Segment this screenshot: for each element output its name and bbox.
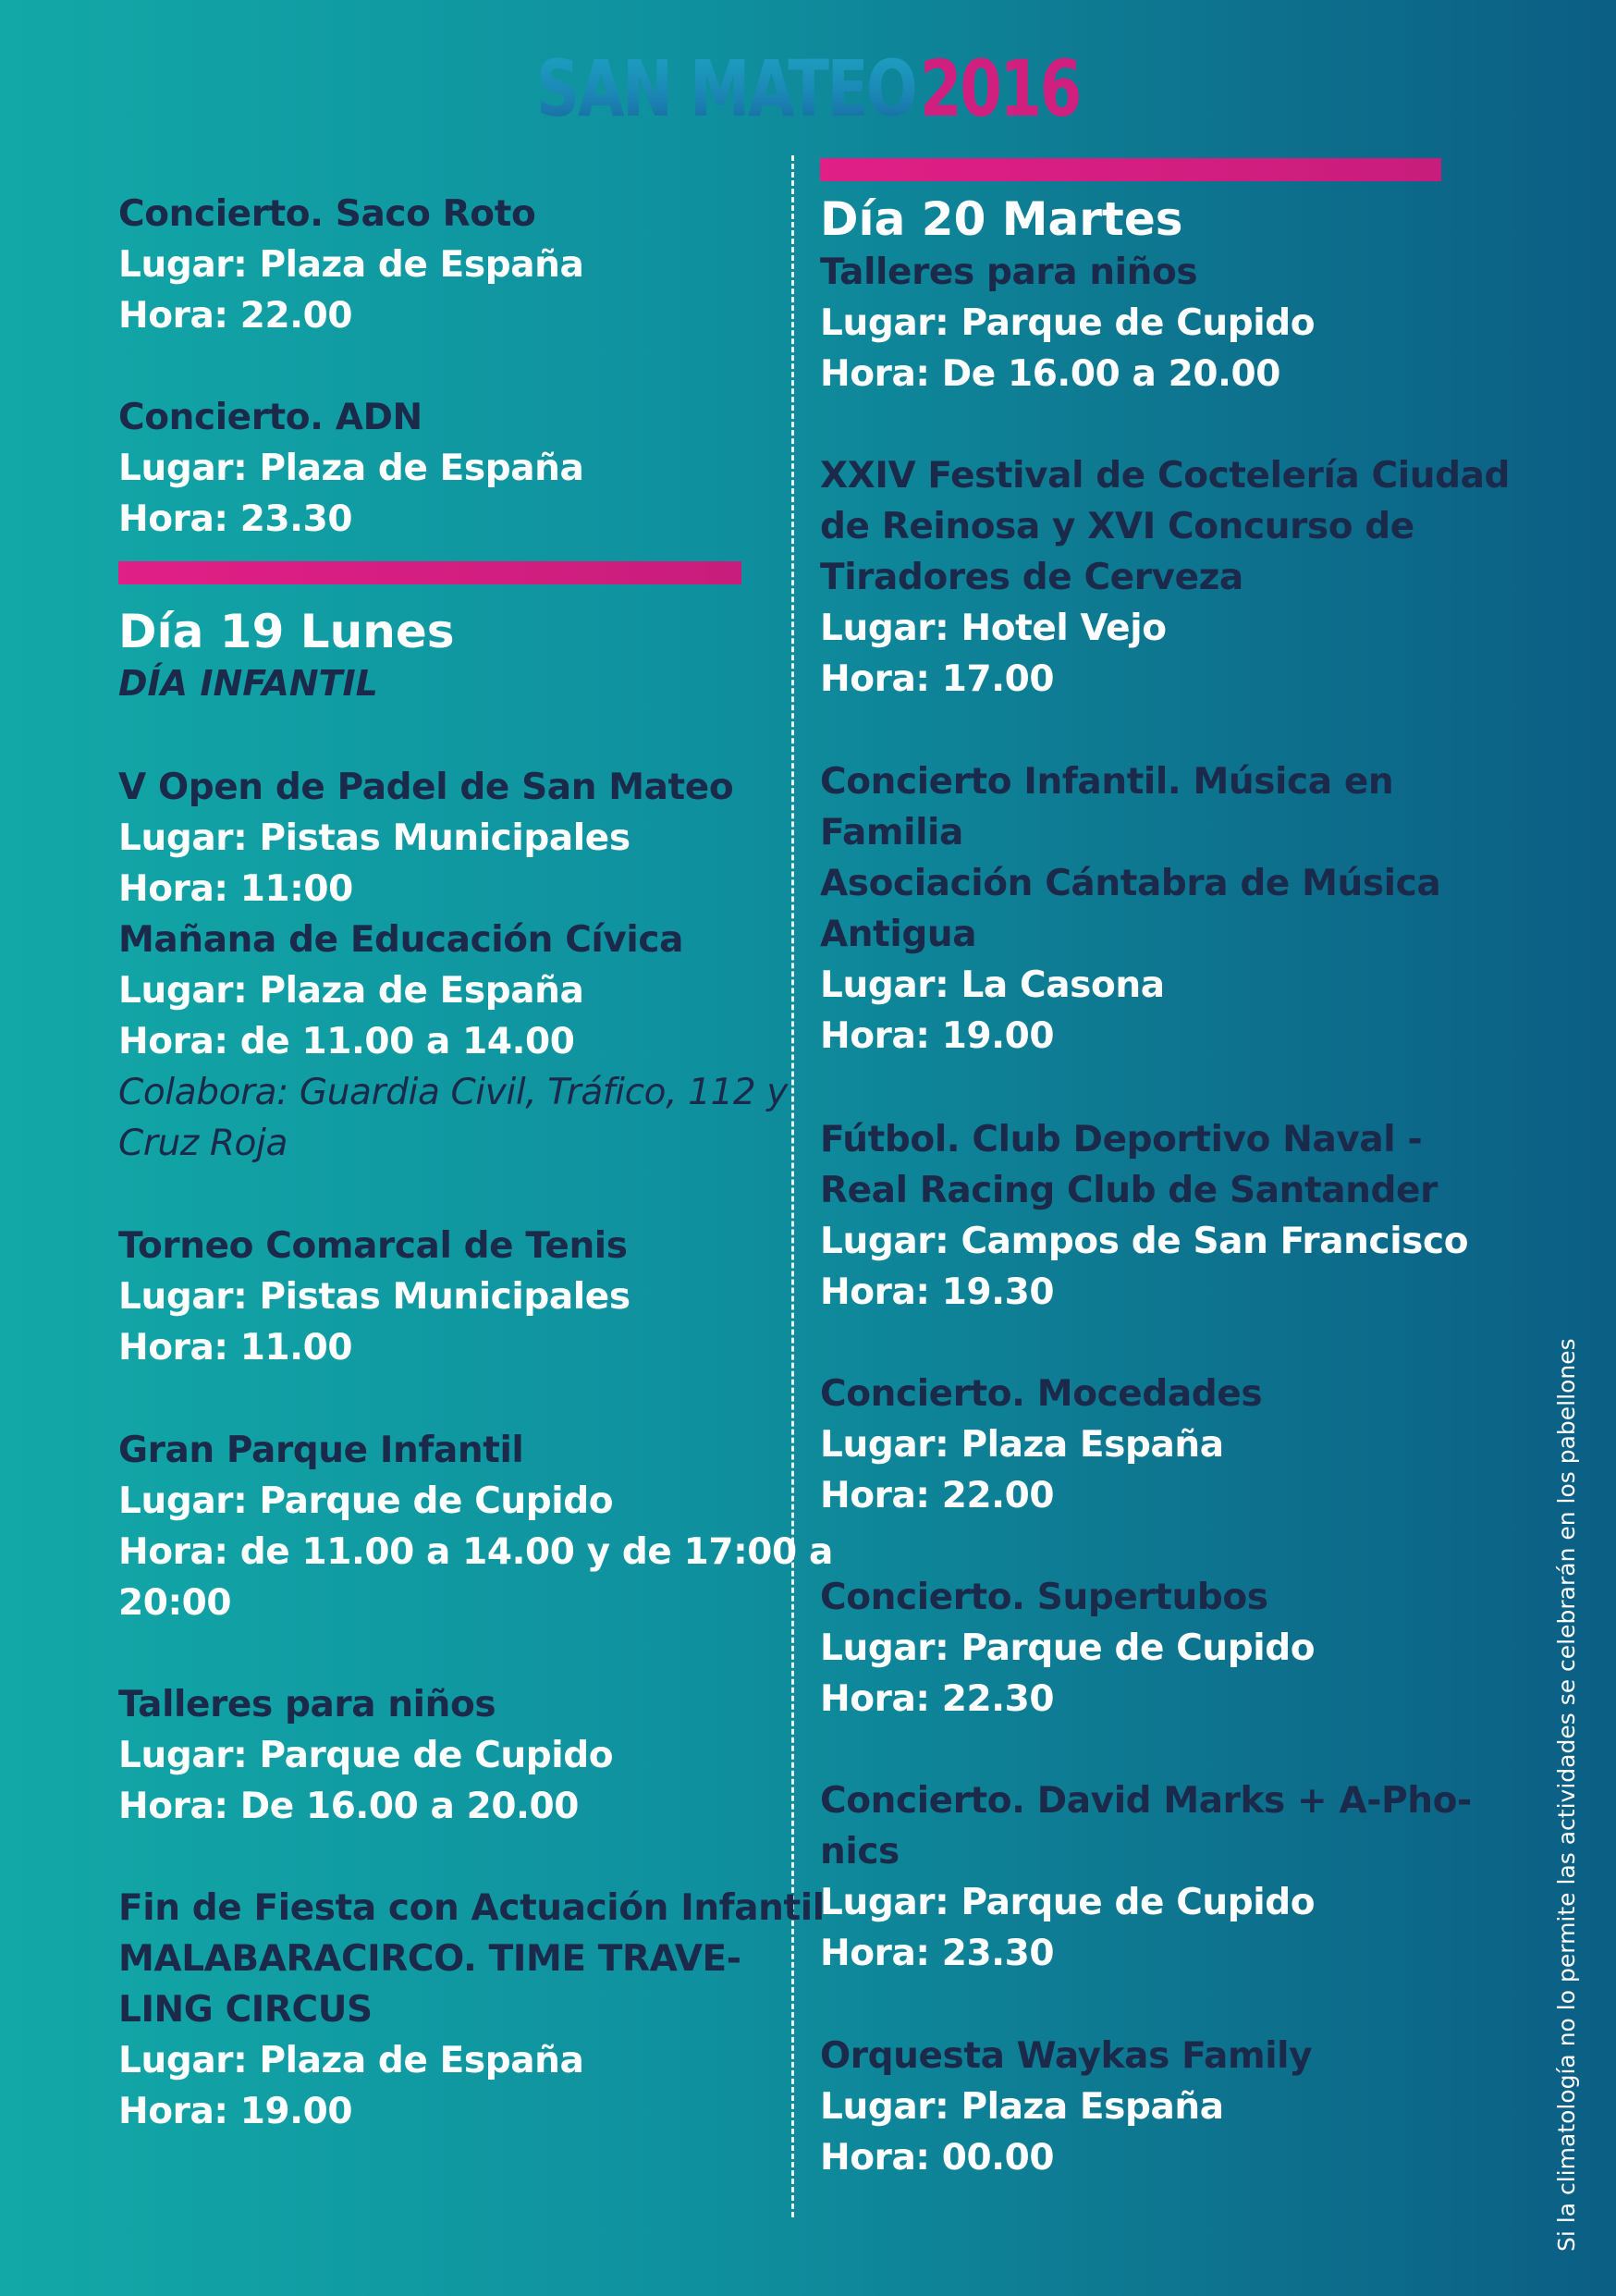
event-lugar: Lugar: Plaza de España	[118, 2040, 584, 2081]
event-title: Concierto Infantil. Música en	[820, 761, 1394, 803]
event-title: Torneo Comarcal de Tenis	[118, 1225, 628, 1267]
event-title: Gran Parque Infantil	[118, 1430, 524, 1471]
event-title: Talleres para niños	[820, 252, 1198, 293]
page-header	[178, 44, 1438, 133]
event-title: Orquesta Waykas Family	[820, 2035, 1313, 2077]
event-lugar: Lugar: La Casona	[820, 964, 1165, 1006]
event-supertubos	[820, 1572, 1315, 1725]
event-hora: Hora: de 11.00 a 14.00 y de 17:00 a	[118, 1531, 833, 1573]
day-19-heading	[118, 604, 455, 707]
event-david-marks	[820, 1775, 1472, 1979]
event-title: XXIV Festival de Coctelería Ciudad	[820, 455, 1511, 497]
event-hora: 20:00	[118, 1582, 232, 1624]
event-lugar: Lugar: Hotel Vejo	[820, 608, 1167, 649]
header-year: 2016	[920, 43, 1081, 134]
event-title: Concierto. ADN	[118, 397, 422, 438]
event-lugar: Lugar: Parque de Cupido	[118, 1480, 614, 1522]
event-lugar: Lugar: Parque de Cupido	[820, 1882, 1316, 1923]
day-title: Día 20 Martes	[820, 192, 1183, 246]
event-hora: Hora: De 16.00 a 20.00	[118, 1786, 579, 1827]
event-title: Real Racing Club de Santander	[820, 1170, 1438, 1211]
event-lugar: Lugar: Pistas Municipales	[118, 817, 630, 859]
event-hora: Hora: 23.30	[118, 498, 353, 540]
event-hora: Hora: 19.00	[820, 1015, 1055, 1057]
event-title: MALABARACIRCO. TIME TRAVE-	[118, 1938, 741, 1980]
event-lugar: Lugar: Parque de Cupido	[820, 1627, 1316, 1669]
event-title: V Open de Padel de San Mateo	[118, 767, 734, 808]
day-subtitle: DÍA INFANTIL	[118, 663, 378, 704]
event-festival-cocteleria	[820, 450, 1510, 705]
event-title: Talleres para niños	[118, 1684, 496, 1725]
event-concierto-infantil	[820, 756, 1440, 1062]
event-lugar: Lugar: Parque de Cupido	[118, 1735, 614, 1776]
event-title: Antigua	[820, 914, 977, 955]
day-title: Día 19 Lunes	[118, 605, 455, 658]
event-lugar: Lugar: Campos de San Francisco	[820, 1221, 1469, 1262]
event-hora: Hora: 19.30	[820, 1271, 1055, 1313]
event-hora: Hora: 17.00	[820, 658, 1055, 700]
event-title: Mañana de Educación Cívica	[118, 919, 684, 961]
event-lugar: Lugar: Plaza de España	[118, 448, 584, 489]
event-hora: Hora: 19.00	[118, 2091, 353, 2132]
event-title: nics	[820, 1831, 900, 1872]
event-fin-fiesta	[118, 1883, 825, 2137]
event-lugar: Lugar: Plaza España	[820, 2086, 1224, 2128]
event-title: Fin de Fiesta con Actuación Infantil	[118, 1887, 825, 1929]
event-note: Colabora: Guardia Civil, Tráfico, 112 y	[118, 1072, 788, 1113]
event-title: Asociación Cántabra de Música	[820, 863, 1441, 904]
weather-note: Si la climatología no lo permite las actividades se celebrarán en los pabellones	[1553, 1338, 1580, 2252]
event-note: Cruz Roja	[118, 1123, 288, 1164]
event-title: LING CIRCUS	[118, 1989, 373, 2031]
event-hora: Hora: de 11.00 a 14.00	[118, 1021, 575, 1062]
event-adn	[118, 392, 583, 545]
event-lugar: Lugar: Parque de Cupido	[820, 302, 1316, 344]
event-title: Tiradores de Cerveza	[820, 557, 1243, 598]
event-hora: Hora: 11.00	[118, 1327, 353, 1369]
event-lugar: Lugar: Plaza de España	[118, 970, 584, 1012]
day-divider-bar	[820, 158, 1441, 181]
event-hora: Hora: 11:00	[118, 868, 353, 910]
event-hora: Hora: 22.30	[820, 1678, 1055, 1720]
event-lugar: Lugar: Pistas Municipales	[118, 1276, 630, 1318]
event-lugar: Lugar: Plaza de España	[118, 244, 584, 286]
event-title: Concierto. David Marks + A-Pho-	[820, 1780, 1472, 1822]
event-padel-educacion	[118, 762, 788, 1169]
event-mocedades	[820, 1369, 1262, 1521]
event-title: Fútbol. Club Deportivo Naval -	[820, 1119, 1423, 1160]
event-saco-roto	[118, 189, 583, 341]
day-divider-bar	[118, 561, 741, 584]
event-hora: Hora: De 16.00 a 20.00	[820, 353, 1280, 395]
event-hora: Hora: 23.30	[820, 1933, 1055, 1974]
event-hora: Hora: 22.00	[820, 1475, 1055, 1516]
event-talleres	[118, 1679, 613, 1832]
event-title: Concierto. Supertubos	[820, 1577, 1268, 1618]
event-talleres	[820, 247, 1315, 399]
event-torneo-tenis	[118, 1221, 630, 1373]
event-waykas-family	[820, 2031, 1312, 2183]
event-hora: Hora: 22.00	[118, 295, 353, 337]
event-title: Concierto. Mocedades	[820, 1373, 1263, 1415]
event-futbol	[820, 1114, 1468, 1318]
event-lugar: Lugar: Plaza España	[820, 1424, 1224, 1466]
event-gran-parque	[118, 1425, 833, 1628]
header-san-mateo: SAN MATEO	[535, 43, 916, 134]
event-title: de Reinosa y XVI Concurso de	[820, 506, 1414, 547]
event-title: Concierto. Saco Roto	[118, 193, 536, 235]
event-title: Familia	[820, 812, 963, 853]
day-20-heading	[820, 191, 1183, 247]
event-hora: Hora: 00.00	[820, 2137, 1055, 2179]
